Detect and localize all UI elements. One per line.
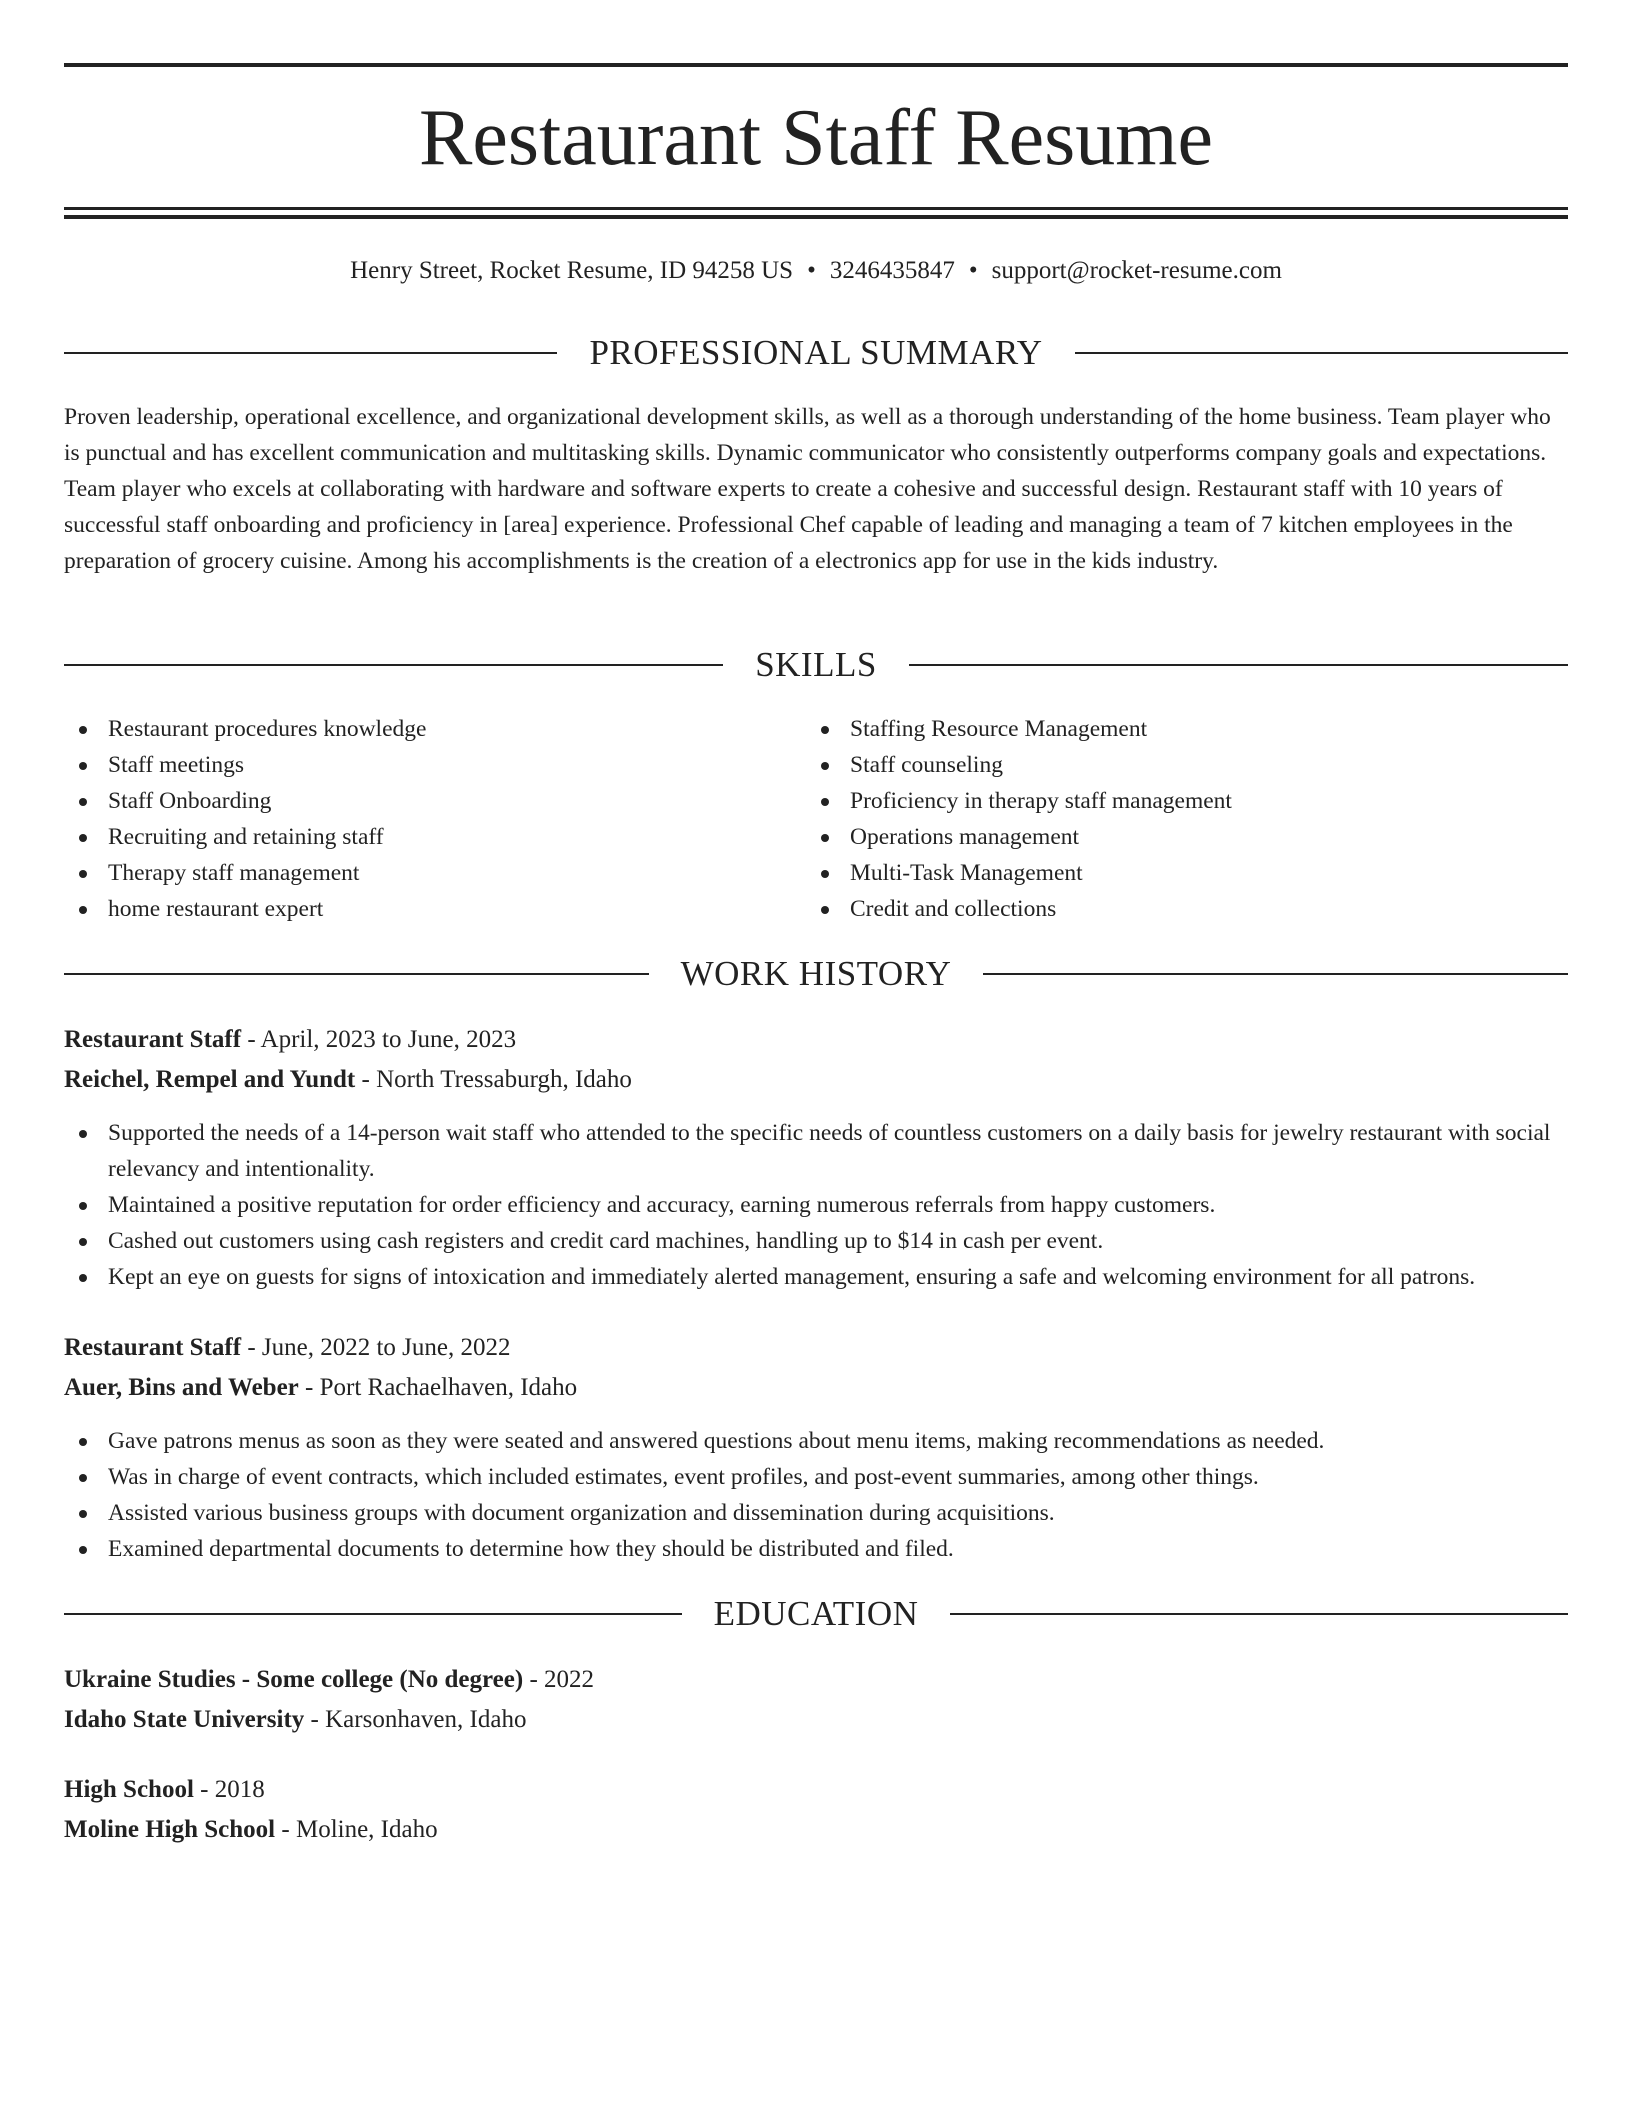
work-heading [64,954,1568,994]
contact-phone[interactable]: 3246435847 [829,257,955,284]
education-degree-line [64,1662,1568,1698]
job-title: Restaurant Staff [64,1334,242,1361]
bullet-icon [79,1546,87,1554]
bullet-icon [79,762,87,770]
bullet-icon [79,798,87,806]
heading-rule [64,973,649,975]
skill-item: Staff meetings [64,747,804,783]
job-company-line [64,1062,1568,1098]
contact-separator: • [968,257,978,284]
contact-email[interactable]: support@rocket-resume.com [991,257,1282,284]
skill-item: Recruiting and retaining staff [64,819,804,855]
job-location: - Port Rachaelhaven, Idaho [298,1374,578,1401]
education-degree-line [64,1772,1568,1808]
job-duty-item: Was in charge of event contracts, which included estimates, event profiles, and post-event summaries, among other things. [64,1459,1568,1495]
summary-heading-label: PROFESSIONAL SUMMARY [589,333,1043,372]
summary-heading [64,333,1568,373]
education-school: Moline High School [64,1816,276,1843]
skill-item: Staffing Resource Management [806,711,1546,747]
education-degree: High School [64,1776,194,1803]
education-location: - Karsonhaven, Idaho [304,1706,527,1733]
job-duty-item: Kept an eye on guests for signs of intoxication and immediately alerted management, ensuring a safe and welcoming environment for all patrons. [64,1259,1568,1295]
title-rule-lower [64,215,1568,219]
skill-item: Multi-Task Management [806,855,1546,891]
work-heading-label: WORK HISTORY [680,954,952,993]
skills-heading [64,645,1568,685]
education-school-line [64,1702,1568,1738]
skill-item: home restaurant expert [64,891,804,927]
bullet-icon [821,870,829,878]
bullet-icon [79,870,87,878]
bullet-icon [79,1438,87,1446]
job-duty-item: Supported the needs of a 14-person wait staff who attended to the specific needs of countless customers on a daily basis for jewelry restaurant with social relevancy and intentionality. [64,1115,1568,1187]
heading-rule [983,973,1568,975]
skill-item: Therapy staff management [64,855,804,891]
job-duty-item: Maintained a positive reputation for order efficiency and accuracy, earning numerous referrals from happy customers. [64,1187,1568,1223]
bullet-icon [79,834,87,842]
heading-rule [64,664,723,666]
job-duty-item: Gave patrons menus as soon as they were seated and answered questions about menu items, making recommendations as needed. [64,1423,1568,1459]
skill-item: Credit and collections [806,891,1546,927]
skill-item: Staff counseling [806,747,1546,783]
job-duty-item: Examined departmental documents to determine how they should be distributed and filed. [64,1531,1568,1567]
job-title: Restaurant Staff [64,1026,242,1053]
job-company-line [64,1370,1568,1406]
contact-line [64,255,1568,287]
job-location: - North Tressaburgh, Idaho [355,1066,632,1093]
heading-rule [950,1613,1568,1615]
education-heading [64,1594,1568,1634]
bullet-icon [79,726,87,734]
bullet-icon [821,906,829,914]
contact-separator: • [807,257,816,284]
heading-rule [909,664,1568,666]
job-duties [64,1115,1568,1295]
title-rule-upper [64,207,1568,210]
job-company: Auer, Bins and Weber [64,1374,299,1401]
skills-column-left [64,711,804,927]
heading-rule [64,1613,682,1615]
education-location: - Moline, Idaho [275,1816,438,1843]
skill-item: Proficiency in therapy staff management [806,783,1546,819]
bullet-icon [79,906,87,914]
education-heading-label: EDUCATION [713,1594,919,1633]
job-company: Reichel, Rempel and Yundt [64,1066,356,1093]
education-degree: Ukraine Studies - Some college (No degree) [64,1666,524,1693]
education-year: - 2022 [523,1666,595,1693]
heading-rule [64,352,557,354]
education-school: Idaho State University [64,1706,305,1733]
bullet-icon [821,798,829,806]
job-duty-item: Cashed out customers using cash registers and credit card machines, handling up to $14 in cash per event. [64,1223,1568,1259]
bullet-icon [79,1274,87,1282]
job-duties [64,1423,1568,1567]
skills-column-right [806,711,1546,927]
bullet-icon [821,726,829,734]
bullet-icon [79,1474,87,1482]
job-duty-item: Assisted various business groups with document organization and dissemination during acquisitions. [64,1495,1568,1531]
job-dates: - April, 2023 to June, 2023 [241,1026,517,1053]
bullet-icon [821,834,829,842]
job-dates: - June, 2022 to June, 2022 [241,1334,511,1361]
bullet-icon [79,1238,87,1246]
bullet-icon [821,762,829,770]
skills-heading-label: SKILLS [755,645,877,684]
bullet-icon [79,1130,87,1138]
skill-item: Operations management [806,819,1546,855]
job-title-line [64,1330,1568,1366]
bullet-icon [79,1510,87,1518]
heading-rule [1075,352,1568,354]
education-year: - 2018 [193,1776,265,1803]
job-title-line [64,1022,1568,1058]
bullet-icon [79,1202,87,1210]
top-rule [64,63,1568,67]
contact-address: Henry Street, Rocket Resume, ID 94258 US [350,257,794,284]
summary-text: Proven leadership, operational excellence, and organizational development skills, as well as a thorough understanding of the home business. Team player who is punctual and has excellent communication and multitasking skills. Dynamic communicator who consistently outperforms company goals and expectations. Team player who excels at collaborating with hardware and software experts to create a cohesive and successful design. Restaurant staff with 10 years of successful staff onboarding and proficiency in [area] experience. Professional Chef capable of leading and managing a team of 7 kitchen employees in the preparation of grocery cuisine. Among his accomplishments is the creation of a electronics app for use in the kids industry. [64,404,1551,574]
education-school-line [64,1812,1568,1848]
skill-item: Staff Onboarding [64,783,804,819]
skill-item: Restaurant procedures knowledge [64,711,804,747]
resume-title: Restaurant Staff Resume [419,94,1213,182]
